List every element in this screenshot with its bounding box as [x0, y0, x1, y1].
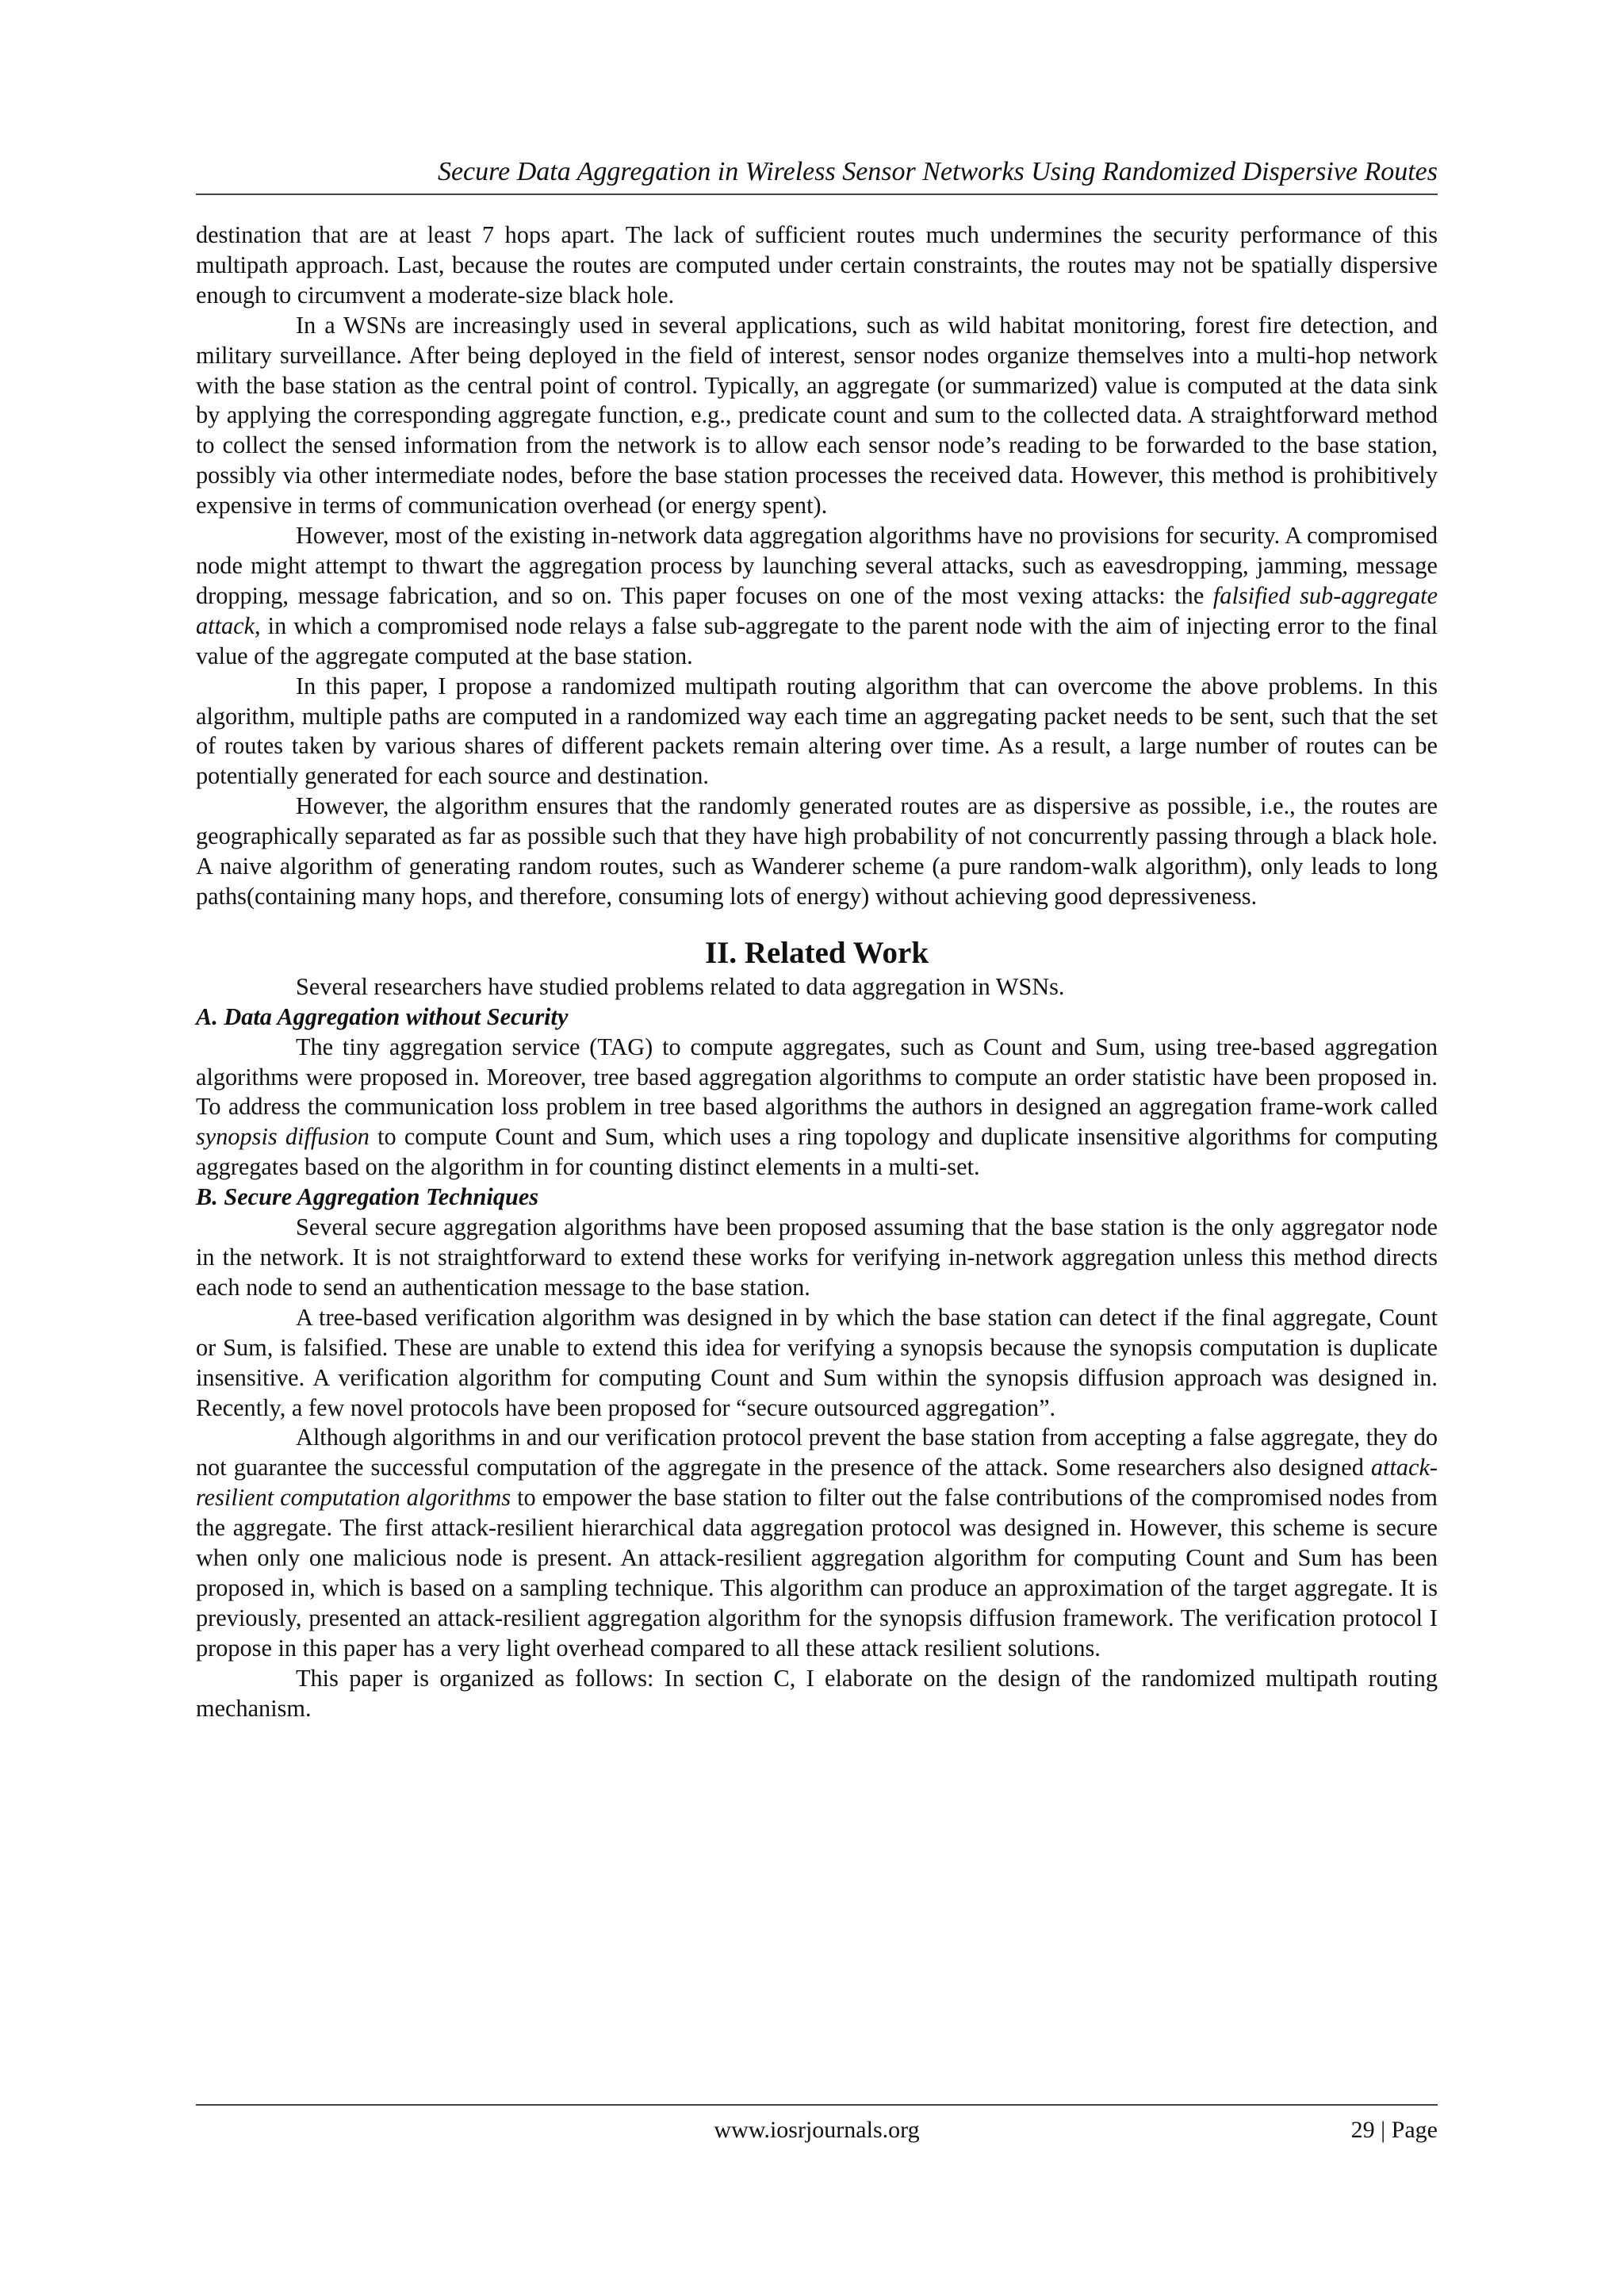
subsection-heading: B. Secure Aggregation Techniques	[196, 1183, 539, 1211]
text-run: Although algorithms in and our verification protocol prevent the base station from accepting a false aggregate, they do not guarantee the successful computation of the aggregate in the presence of the attack. Some researchers also designed	[196, 1424, 1438, 1481]
paragraph: However, the algorithm ensures that the randomly generated routes are as dispersive as possible, i.e., the routes are geographically separated as far as possible such that they have high probability of not concurrently passing through a black hole. A naive algorithm of generating random routes, such as Wanderer scheme (a pure random-walk algorithm), only leads to long paths(containing many hops, and therefore, consuming lots of energy) without achieving good depressiveness.	[196, 792, 1438, 910]
text-run: However, most of the existing in-network data aggregation algorithms have no provisions for security. A compromised node might attempt to thwart the aggregation process by launching several attacks, such as eavesdropping, jamming, message dropping, message fabrication, and so on. This paper focuses on one of the most vexing attacks: the	[196, 522, 1438, 609]
footer-rule	[196, 2104, 1438, 2106]
paper-page	[196, 0, 1438, 2296]
paragraph: Several secure aggregation algorithms have been proposed assuming that the base station is the only aggregator node in the network. It is not straightforward to extend these works for verifying in-network aggregation unless this method directs each node to send an authentication message to the base station.	[196, 1213, 1438, 1301]
text-run: , in which a compromised node relays a false sub-aggregate to the parent node with the aim of injecting error to the final value of the aggregate computed at the base station.	[196, 611, 1438, 669]
footer-page-number: 29 | Page	[1350, 2117, 1438, 2143]
paragraph: In this paper, I propose a randomized multipath routing algorithm that can overcome the above problems. In this algorithm, multiple paths are computed in a randomized way each time an aggregating packet needs to be sent, such that the set of routes taken by various shares of different packets remain altering over time. As a result, a large number of routes can be potentially generated for each source and destination.	[196, 672, 1438, 790]
emphasis-term: attack-resilient computation algorithms	[196, 1454, 1438, 1512]
emphasis-term: falsified sub-aggregate attack	[196, 581, 1438, 639]
paragraph: A tree-based verification algorithm was designed in by which the base station can detect if the final aggregate, Count or Sum, is falsified. These are unable to extend this idea for verifying a synopsis because the synopsis computation is duplicate insensitive. A verification algorithm for computing Count and Sum within the synopsis diffusion approach was designed in. Recently, a few novel protocols have been proposed for “secure outsourced aggregation”.	[196, 1303, 1438, 1421]
section-heading: II. Related Work	[704, 935, 929, 970]
text-run: to compute Count and Sum, which uses a ring topology and duplicate insensitive algorithms for computing aggregates based on the algorithm in for counting distinct elements in a multi-set.	[196, 1123, 1438, 1181]
text-run: The tiny aggregation service (TAG) to compute aggregates, such as Count and Sum, using tree-based aggregation algorithms were proposed in. Moreover, tree based aggregation algorithms to compute an order statistic have been proposed in. To address the communication loss problem in tree based algorithms the authors in designed an aggregation frame-work called	[196, 1033, 1438, 1121]
text-run: to empower the base station to filter out the false contributions of the compromised nodes from the aggregate. The first attack-resilient hierarchical data aggregation protocol was designed in. However, this scheme is secure when only one malicious node is present. An attack-resilient aggregation algorithm for computing Count and Sum has been proposed in, which is based on a sampling technique. This algorithm can produce an approximation of the target aggregate. It is previously, presented an attack-resilient aggregation algorithm for the synopsis diffusion framework. The verification protocol I propose in this paper has a very light overhead compared to all these attack resilient solutions.	[196, 1484, 1438, 1662]
emphasis-term: synopsis diffusion	[196, 1123, 370, 1151]
running-header-title: Secure Data Aggregation in Wireless Sensor Networks Using Randomized Dispersive Routes	[437, 157, 1438, 186]
paragraph: destination that are at least 7 hops apart. The lack of sufficient routes much undermines the security performance of this multipath approach. Last, because the routes are computed under certain constraints, the routes may not be spatially dispersive enough to circumvent a moderate-size black hole.	[196, 221, 1438, 309]
paragraph	[196, 521, 1438, 672]
paragraph: This paper is organized as follows: In section C, I elaborate on the design of the randomized multipath routing mechanism.	[196, 1664, 1438, 1722]
footer-url: www.iosrjournals.org	[714, 2117, 920, 2143]
main-content	[196, 220, 1438, 1724]
paragraph	[196, 1033, 1438, 1183]
paragraph: In a WSNs are increasingly used in several applications, such as wild habitat monitoring, forest fire detection, and military surveillance. After being deployed in the field of interest, sensor nodes organize themselves into a multi-hop network with the base station as the central point of control. Typically, an aggregate (or summarized) value is computed at the data sink by applying the corresponding aggregate function, e.g., predicate count and sum to the collected data. A straightforward method to collect the sensed information from the network is to allow each sensor node’s reading to be forwarded to the base station, possibly via other intermediate nodes, before the base station processes the received data. However, this method is prohibitively expensive in terms of communication overhead (or energy spent).	[196, 311, 1438, 519]
subsection-heading: A. Data Aggregation without Security	[196, 1002, 569, 1030]
paragraph	[196, 1423, 1438, 1663]
paragraph: Several researchers have studied problems related to data aggregation in WSNs.	[296, 972, 1065, 1000]
header-rule	[196, 194, 1438, 195]
